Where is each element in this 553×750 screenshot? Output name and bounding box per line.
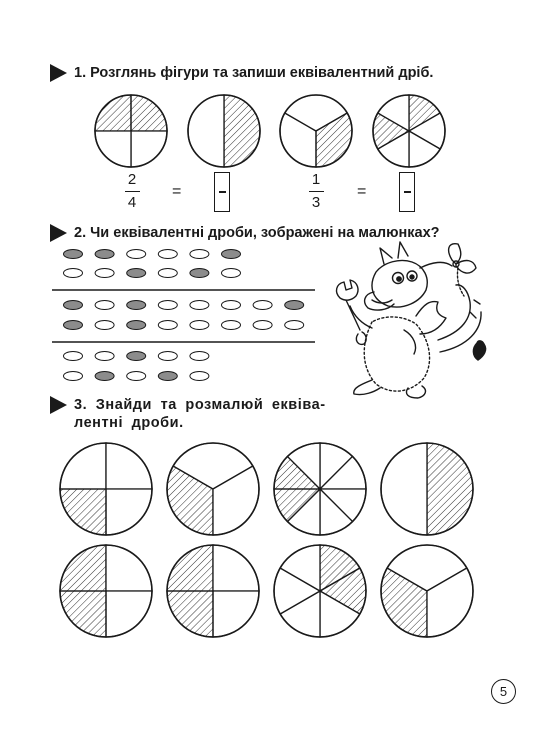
shaded-oval bbox=[127, 269, 146, 278]
empty-oval bbox=[222, 321, 241, 330]
shaded-oval bbox=[64, 321, 83, 330]
shaded-oval bbox=[127, 321, 146, 330]
task3-circle-5[interactable] bbox=[60, 545, 152, 637]
task2-text: 2. Чи еквівалентні дроби, зображені на малюнках? bbox=[74, 225, 440, 241]
answer-fraction-box-1[interactable] bbox=[214, 172, 230, 212]
empty-oval bbox=[64, 352, 83, 361]
fraction-numerator: 1 bbox=[311, 171, 321, 188]
task3-text: 3. Знайди та розмалюй еквіва- лентні дроби. bbox=[74, 397, 326, 431]
answer-fraction-box-2[interactable] bbox=[399, 172, 415, 212]
fraction-denominator: 3 bbox=[311, 194, 321, 212]
task3-circle-4[interactable] bbox=[381, 443, 473, 535]
shaded-sector[interactable] bbox=[427, 443, 473, 535]
task3-circle-3[interactable] bbox=[274, 443, 366, 535]
empty-oval bbox=[127, 250, 146, 259]
shaded-oval bbox=[190, 269, 209, 278]
task3-heading bbox=[50, 396, 326, 432]
empty-oval bbox=[222, 301, 241, 310]
empty-oval bbox=[158, 321, 177, 330]
empty-oval bbox=[95, 321, 114, 330]
task-arrow-icon bbox=[50, 224, 67, 242]
shaded-oval bbox=[158, 372, 177, 381]
task-arrow-icon bbox=[50, 64, 67, 82]
fraction-denominator: 4 bbox=[127, 194, 137, 212]
shaded-oval bbox=[285, 301, 304, 310]
task3-circle-8[interactable] bbox=[381, 545, 473, 637]
empty-oval bbox=[95, 301, 114, 310]
empty-oval bbox=[190, 352, 209, 361]
empty-oval bbox=[95, 269, 114, 278]
empty-oval bbox=[190, 372, 209, 381]
task2-ovals bbox=[64, 250, 304, 381]
empty-oval bbox=[285, 321, 304, 330]
empty-oval bbox=[64, 372, 83, 381]
task-arrow-icon bbox=[50, 396, 67, 414]
fraction-one-third bbox=[304, 172, 328, 211]
page-number: 5 bbox=[491, 679, 516, 704]
shaded-oval bbox=[95, 250, 114, 259]
empty-oval bbox=[158, 301, 177, 310]
empty-oval bbox=[127, 372, 146, 381]
task1-circles bbox=[95, 95, 445, 167]
equals-sign: = bbox=[357, 183, 367, 200]
answer-fraction-bar bbox=[219, 191, 226, 192]
task1-circle-2[interactable] bbox=[188, 95, 260, 167]
empty-oval bbox=[158, 352, 177, 361]
empty-oval bbox=[158, 250, 177, 259]
fraction-bar bbox=[125, 191, 140, 192]
shaded-oval bbox=[222, 250, 241, 259]
task1-heading bbox=[50, 64, 433, 82]
empty-oval bbox=[222, 269, 241, 278]
shaded-sector[interactable] bbox=[224, 95, 260, 167]
shaded-oval bbox=[64, 250, 83, 259]
shaded-oval bbox=[127, 352, 146, 361]
empty-oval bbox=[190, 250, 209, 259]
equals-sign: = bbox=[172, 183, 182, 200]
empty-oval bbox=[158, 269, 177, 278]
task1-circle-1[interactable] bbox=[95, 95, 167, 167]
task3-circle-6[interactable] bbox=[167, 545, 259, 637]
empty-oval bbox=[190, 321, 209, 330]
fraction-two-fourths bbox=[120, 172, 144, 211]
task3-circles bbox=[60, 443, 473, 637]
task1-circle-4[interactable] bbox=[373, 95, 445, 167]
shaded-oval bbox=[64, 301, 83, 310]
answer-fraction-bar bbox=[404, 191, 411, 192]
fraction-numerator: 2 bbox=[127, 171, 137, 188]
empty-sector[interactable] bbox=[381, 443, 427, 535]
task3-circle-1[interactable] bbox=[60, 443, 152, 535]
task2-heading bbox=[50, 224, 440, 242]
task2-separator-lines bbox=[52, 290, 315, 342]
shaded-oval bbox=[127, 301, 146, 310]
task3-circle-7[interactable] bbox=[274, 545, 366, 637]
empty-oval bbox=[95, 352, 114, 361]
empty-sector[interactable] bbox=[188, 95, 224, 167]
empty-oval bbox=[253, 321, 272, 330]
shaded-oval bbox=[95, 372, 114, 381]
task1-text: 1. Розглянь фігури та запиши еквівалентний дріб. bbox=[74, 65, 434, 81]
empty-oval bbox=[253, 301, 272, 310]
fraction-bar bbox=[309, 191, 324, 192]
empty-oval bbox=[190, 301, 209, 310]
dragon-mascot-illustration bbox=[337, 242, 486, 398]
task1-circle-3[interactable] bbox=[280, 95, 352, 167]
empty-oval bbox=[64, 269, 83, 278]
task3-circle-2[interactable] bbox=[167, 443, 259, 535]
